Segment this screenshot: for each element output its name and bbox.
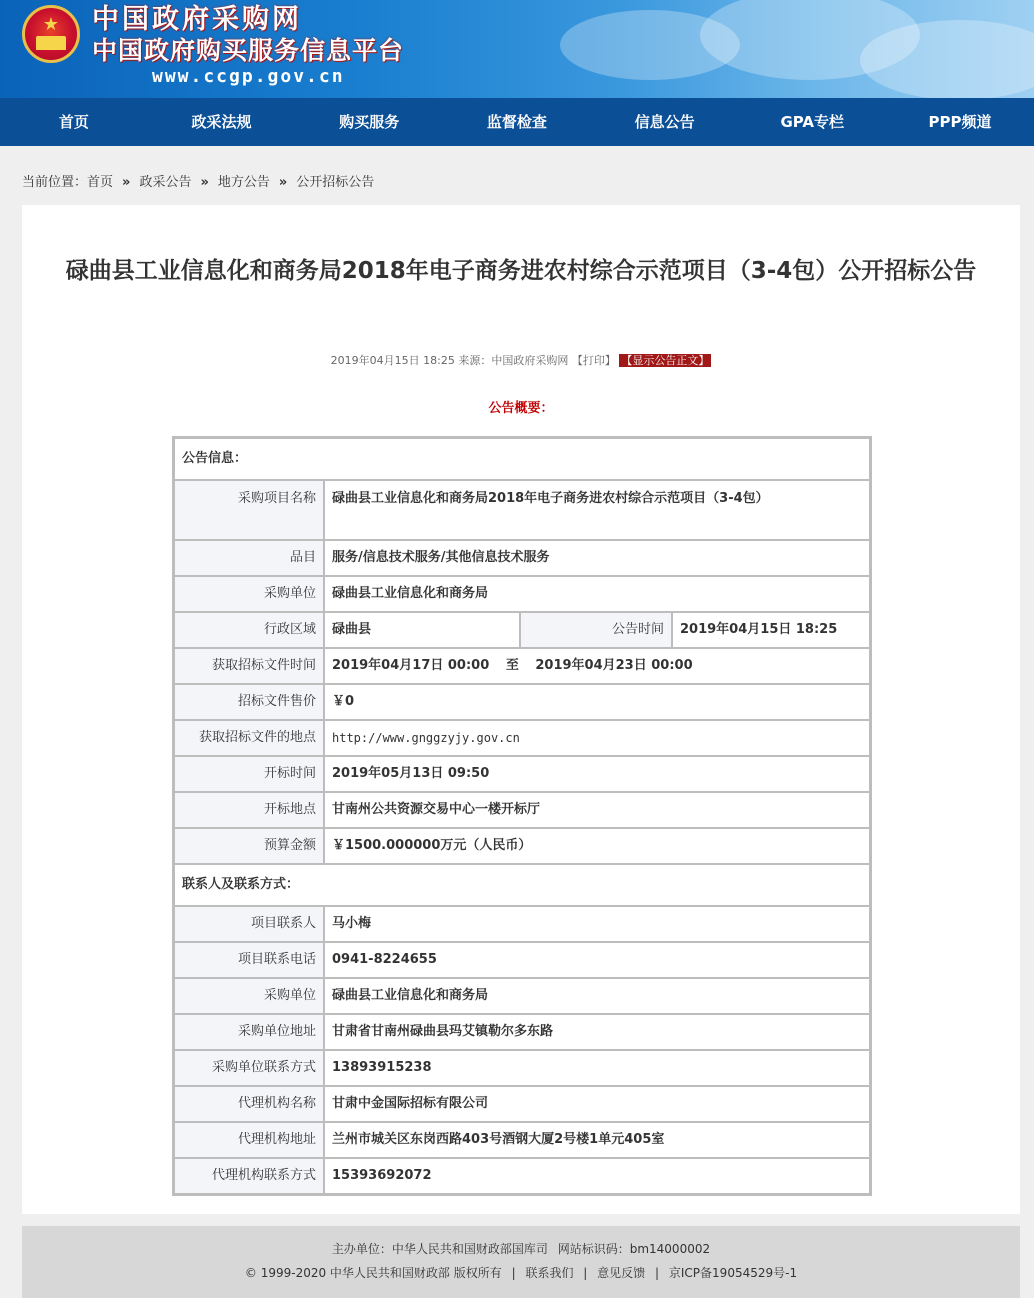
agency-contact-value: 15393692072: [324, 1158, 870, 1194]
table-row: [174, 792, 870, 828]
breadcrumb-separator: »: [122, 175, 131, 190]
doc-place-link[interactable]: http://www.gnggzyjy.gov.cn: [324, 720, 870, 756]
footer-line-2: © 1999-2020 中华人民共和国财政部 版权所有 | 联系我们 | 意见反馈 | 京ICP备19054529号-1: [244, 1266, 798, 1280]
agency-key: 代理机构名称: [174, 1086, 324, 1122]
site-footer: [22, 1226, 1020, 1298]
publish-time-key: 公告时间: [520, 612, 672, 648]
buyer-contact-value: 13893915238: [324, 1050, 870, 1086]
category-key: 品目: [174, 540, 324, 576]
table-row: [174, 828, 870, 864]
open-place-value: 甘南州公共资源交易中心一楼开标厅: [324, 792, 870, 828]
table-row: [174, 864, 870, 906]
national-emblem-icon[interactable]: ★: [22, 5, 80, 63]
section-heading-contacts: 联系人及联系方式：: [174, 864, 870, 906]
phone-key: 项目联系电话: [174, 942, 324, 978]
project-name-value: 碌曲县工业信息化和商务局2018年电子商务进农村综合示范项目（3-4包）: [324, 480, 870, 540]
buyer-key: 采购单位: [174, 576, 324, 612]
footer-contact-us-link[interactable]: 联系我们: [525, 1266, 574, 1280]
breadcrumb-prefix: 当前位置：: [22, 175, 88, 190]
buyer-address-key: 采购单位地址: [174, 1014, 324, 1050]
table-row: [174, 1158, 870, 1194]
contact-value: 马小梅: [324, 906, 870, 942]
source-label: 来源：: [458, 354, 492, 367]
breadcrumb-home[interactable]: 首页: [87, 175, 114, 190]
doc-time-key: 获取招标文件时间: [174, 648, 324, 684]
open-time-value: 2019年05月13日 09:50: [324, 756, 870, 792]
table-row: [174, 438, 870, 480]
phone-value: 0941-8224655: [324, 942, 870, 978]
section-heading-announcement: 公告信息：: [174, 438, 870, 480]
agency-contact-key: 代理机构联系方式: [174, 1158, 324, 1194]
nav-supervision[interactable]: 监督检查: [486, 113, 547, 131]
table-row: [174, 1122, 870, 1158]
table-row: [174, 684, 870, 720]
breadcrumb-separator: »: [278, 175, 288, 190]
nav-regulations[interactable]: 政采法规: [191, 113, 252, 131]
main-content: [22, 205, 1020, 1214]
agency-value: 甘肃中金国际招标有限公司: [324, 1086, 870, 1122]
table-row: [174, 756, 870, 792]
doc-place-key: 获取招标文件的地点: [174, 720, 324, 756]
doc-time-to: 至: [505, 658, 519, 673]
breadcrumb-separator: »: [200, 175, 209, 190]
source-name: 中国政府采购网: [491, 354, 569, 367]
agency-address-value: 兰州市城关区东岗西路403号酒钢大厦2号楼1单元405室: [324, 1122, 870, 1158]
region-key: 行政区域: [174, 612, 324, 648]
agency-address-key: 代理机构地址: [174, 1122, 324, 1158]
project-name-key: 采购项目名称: [174, 480, 324, 540]
breadcrumb-local[interactable]: 地方公告: [217, 175, 270, 190]
region-value: 碌曲县: [324, 612, 520, 648]
buyer2-key: 采购单位: [174, 978, 324, 1014]
table-row: [174, 720, 870, 756]
announcement-info-table: [172, 436, 872, 1196]
publish-time-value: 2019年04月15日 18:25: [672, 612, 870, 648]
site-header: [0, 0, 1034, 98]
breadcrumb-gov-procurement[interactable]: 政采公告: [139, 175, 192, 190]
table-row: [174, 1050, 870, 1086]
page-title: 碌曲县工业信息化和商务局2018年电子商务进农村综合示范项目（3-4包）公开招标公告: [65, 258, 977, 284]
doc-time-end: 2019年04月23日 00:00: [535, 658, 693, 673]
doc-time-value: [324, 648, 870, 684]
doc-price-key: 招标文件售价: [174, 684, 324, 720]
main-nav: [0, 98, 1034, 146]
nav-announcements[interactable]: 信息公告: [634, 113, 695, 131]
summary-label: 公告概要：: [488, 401, 554, 416]
table-row: [174, 906, 870, 942]
print-link[interactable]: 【打印】: [571, 354, 616, 367]
footer-feedback-link[interactable]: 意见反馈: [597, 1266, 646, 1280]
buyer-address-value: 甘肃省甘南州碌曲县玛艾镇勒尔多东路: [324, 1014, 870, 1050]
table-row: [174, 648, 870, 684]
table-row: [174, 540, 870, 576]
nav-home[interactable]: 首页: [58, 113, 89, 131]
footer-site-code: 网站标识码：bm14000002: [557, 1242, 711, 1256]
show-body-button[interactable]: 【显示公告正文】: [621, 354, 710, 367]
nav-gpa[interactable]: GPA专栏: [780, 113, 845, 131]
category-value: 服务/信息技术服务/其他信息技术服务: [324, 540, 870, 576]
publish-datetime: 2019年04月15日 18:25: [330, 354, 455, 367]
budget-value: ￥1500.000000万元（人民币）: [324, 828, 870, 864]
footer-icp-link[interactable]: 京ICP备19054529号-1: [668, 1266, 798, 1280]
site-subtitle: 中国政府购买服务信息平台: [92, 36, 405, 65]
footer-host: 主办单位：中华人民共和国财政部国库司: [331, 1242, 548, 1256]
open-time-key: 开标时间: [174, 756, 324, 792]
budget-key: 预算金额: [174, 828, 324, 864]
table-row: [174, 1086, 870, 1122]
doc-price-value: ￥0: [324, 684, 870, 720]
breadcrumb-open-tender[interactable]: 公开招标公告: [296, 175, 375, 190]
buyer-value: 碌曲县工业信息化和商务局: [324, 576, 870, 612]
table-row: [174, 576, 870, 612]
table-row: [174, 978, 870, 1014]
contact-key: 项目联系人: [174, 906, 324, 942]
header-cloud: [860, 20, 1034, 98]
table-row: [174, 612, 870, 648]
table-row: [174, 942, 870, 978]
buyer2-value: 碌曲县工业信息化和商务局: [324, 978, 870, 1014]
article-meta: [22, 353, 1020, 369]
nav-purchase-services[interactable]: 购买服务: [339, 113, 400, 131]
breadcrumb: [22, 172, 374, 194]
site-url: www.ccgp.gov.cn: [152, 66, 345, 87]
nav-ppp[interactable]: PPP频道: [928, 113, 992, 131]
footer-line-1: [22, 1240, 1020, 1258]
doc-time-start: 2019年04月17日 00:00: [332, 658, 490, 673]
open-place-key: 开标地点: [174, 792, 324, 828]
footer-copyright: © 1999-2020 中华人民共和国财政部 版权所有: [244, 1266, 502, 1280]
buyer-contact-key: 采购单位联系方式: [174, 1050, 324, 1086]
table-row: [174, 1014, 870, 1050]
table-row: [174, 480, 870, 540]
site-title[interactable]: 中国政府采购网: [92, 4, 302, 35]
